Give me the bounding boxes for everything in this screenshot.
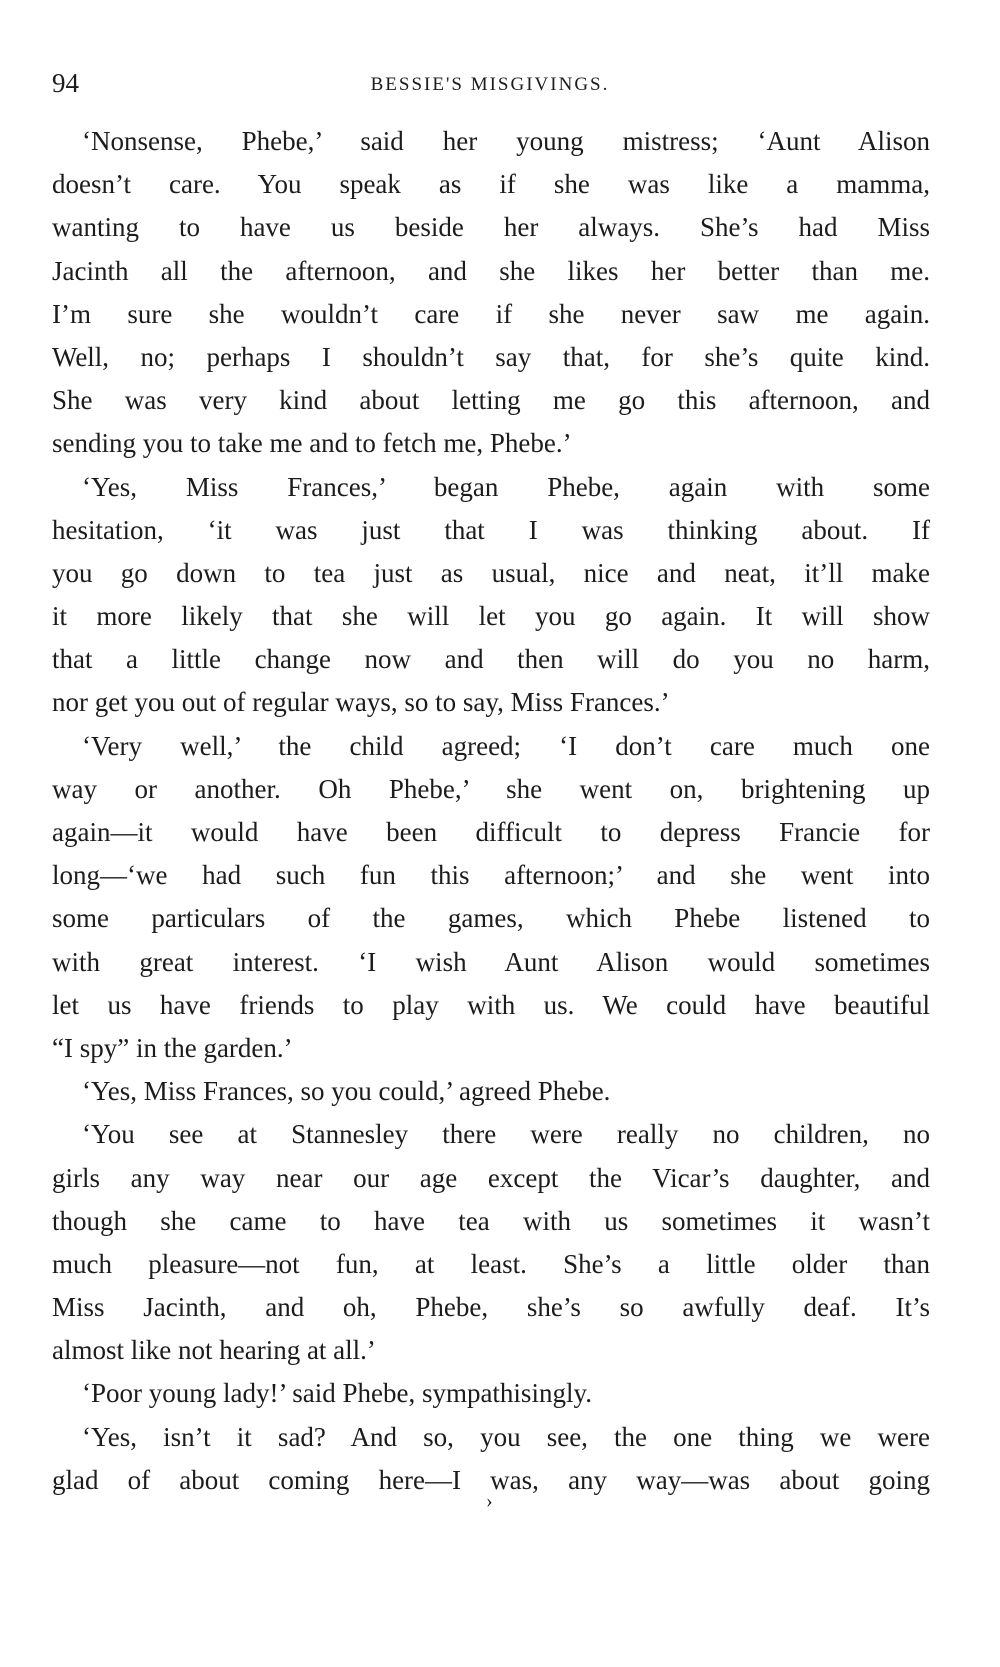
text-line: let us have friends to play with us. We could have beautiful [52,989,930,1020]
text-line: sending you to take me and to fetch me, Phebe.’ [52,428,572,459]
text-line: you go down to tea just as usual, nice and neat, it’ll make [52,557,930,588]
text-line: hesitation, ‘it was just that I was thinking about. If [52,514,930,545]
text-line: Jacinth all the afternoon, and she likes her better than me. [52,255,930,286]
catchmark: › [486,1490,493,1512]
text-line: it more likely that she will let you go again. It will show [52,601,930,632]
text-line: ‘Yes, Miss Frances, so you could,’ agreed Phebe. [82,1076,611,1107]
running-head [52,68,928,108]
text-line: way or another. Oh Phebe,’ she went on, brightening up [52,773,930,804]
text-line: much pleasure—not fun, at least. She’s a little older than [52,1248,930,1279]
text-line: though she came to have tea with us sometimes it wasn’t [52,1205,930,1236]
text-line: almost like not hearing at all.’ [52,1335,376,1366]
text-line: Well, no; perhaps I shouldn’t say that, for she’s quite kind. [52,341,930,372]
text-line: “I spy” in the garden.’ [52,1032,293,1063]
text-line: Miss Jacinth, and oh, Phebe, she’s so awfully deaf. It’s [52,1292,930,1323]
text-line: ‘You see at Stannesley there were really no children, no [82,1119,930,1150]
text-line: nor get you out of regular ways, so to say, Miss Frances.’ [52,687,670,718]
text-line: ‘Yes, Miss Frances,’ began Phebe, again with some [82,471,930,502]
body-text [52,120,930,1502]
text-line: again—it would have been difficult to depress Francie for [52,817,930,847]
text-line: ‘Very well,’ the child agreed; ‘I don’t care much one [82,730,930,761]
running-title: BESSIE'S MISGIVINGS. [370,74,610,95]
text-line: with great interest. ‘I wish Aunt Alison would sometimes [52,946,930,977]
text-line: ‘Nonsense, Phebe,’ said her young mistress; ‘Aunt Alison [82,126,930,156]
text-line: that a little change now and then will do you no harm, [52,644,930,675]
text-line: some particulars of the games, which Phebe listened to [52,903,930,934]
text-line: wanting to have us beside her always. She’s had Miss [52,212,930,243]
text-line: glad of about coming here—I was, any way—was about going [52,1464,930,1495]
text-line: doesn’t care. You speak as if she was like a mamma, [52,169,930,200]
page-number: 94 [52,68,79,98]
text-line: I’m sure she wouldn’t care if she never saw me again. [52,298,930,329]
text-line: ‘Poor young lady!’ said Phebe, sympathisingly. [82,1378,592,1409]
text-line: ‘Yes, isn’t it sad? And so, you see, the one thing we were [82,1421,930,1452]
text-line: She was very kind about letting me go this afternoon, and [52,385,930,416]
text-line: long—‘we had such fun this afternoon;’ and she went into [52,860,930,891]
text-line: girls any way near our age except the Vicar’s daughter, and [52,1162,930,1193]
